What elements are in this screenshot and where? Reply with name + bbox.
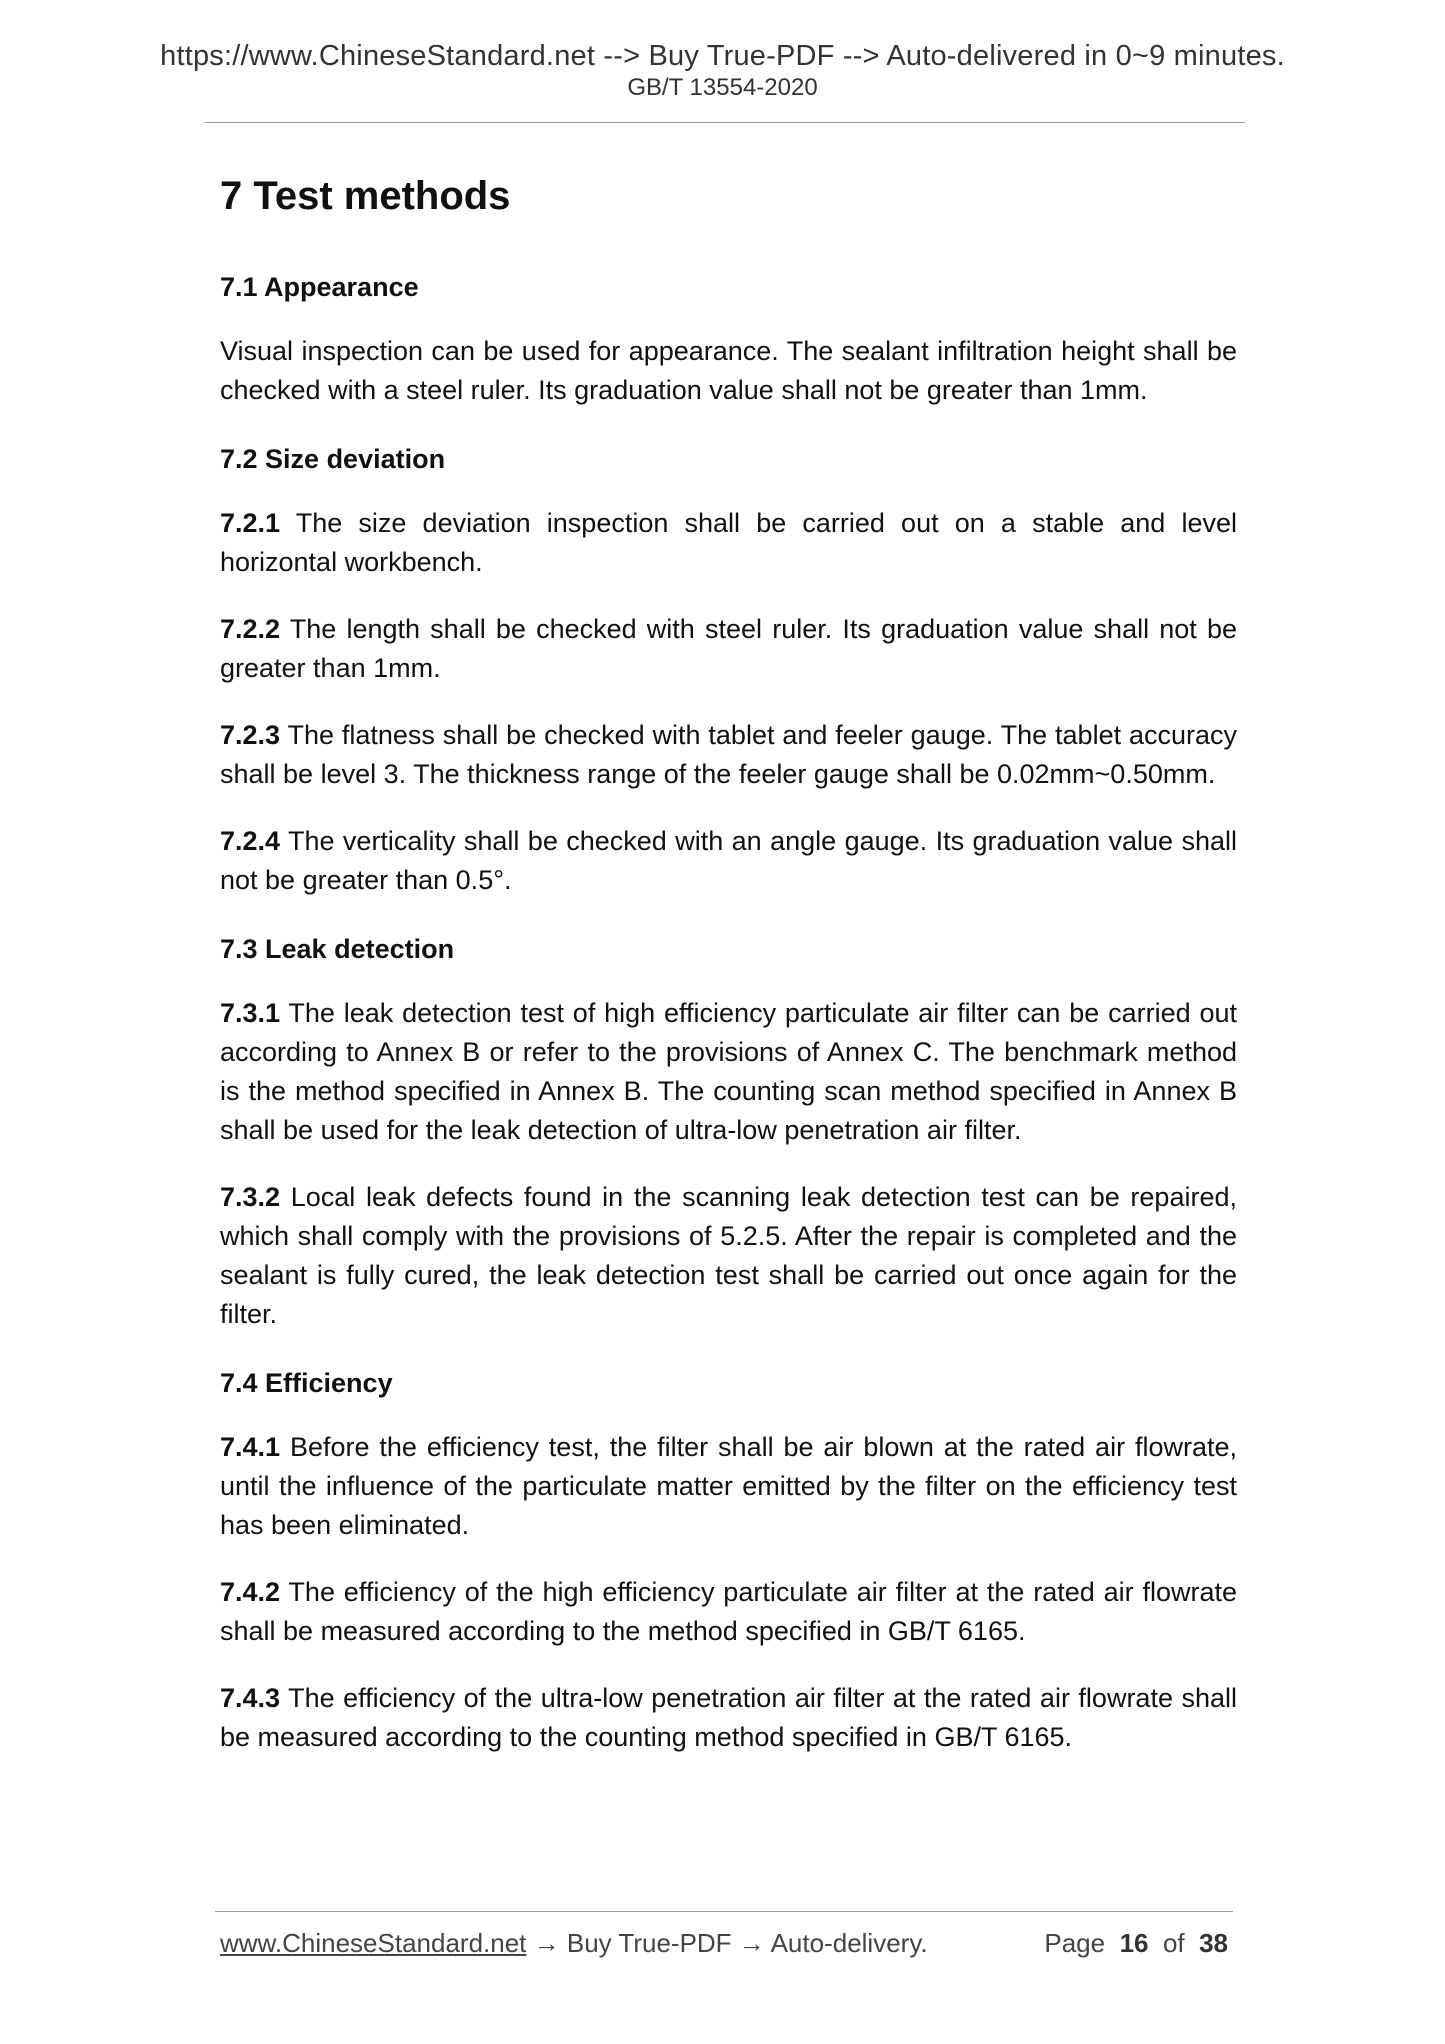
clause-number: 7.2.4 <box>220 826 281 856</box>
clause-number: 7.2.2 <box>220 614 281 644</box>
clause-number: 7.4.2 <box>220 1577 281 1607</box>
clause-7-3-1 <box>220 994 1237 1150</box>
arrow-right-icon: → <box>526 1928 567 1958</box>
clause-text: The size deviation inspection shall be carried out on a stable and level horizontal workbench. <box>220 508 1237 577</box>
footer-buy-text: Buy True-PDF <box>566 1928 732 1958</box>
clause-number: 7.2.3 <box>220 720 281 750</box>
clause-7-2-4 <box>220 822 1237 900</box>
website-link[interactable]: www.ChineseStandard.net <box>220 1928 527 1958</box>
page-total: 38 <box>1199 1928 1228 1958</box>
page-number: 16 <box>1119 1928 1149 1958</box>
heading-7-3: 7.3 Leak detection <box>220 934 455 964</box>
clause-text: The efficiency of the high efficiency particulate air filter at the rated air flowrate shall be measured according to the method specified in GB/T 6165. <box>220 1577 1237 1646</box>
clause-number: 7.3.1 <box>220 998 281 1028</box>
footer-promo <box>220 1928 928 1959</box>
footer-divider <box>215 1911 1233 1912</box>
clause-7-3-2 <box>220 1178 1237 1334</box>
heading-7-4: 7.4 Efficiency <box>220 1368 393 1398</box>
clause-7-4-3 <box>220 1679 1237 1757</box>
clause-7-2-1 <box>220 504 1237 582</box>
clause-text: The length shall be checked with steel ruler. Its graduation value shall not be greater than 1mm. <box>220 614 1237 683</box>
page-label: Page <box>1044 1928 1106 1958</box>
of-label: of <box>1162 1928 1185 1958</box>
clause-7-2-2 <box>220 610 1237 688</box>
clause-text: The flatness shall be checked with tablet and feeler gauge. The tablet accuracy shall be level 3. The thickness range of the feeler gauge shall be 0.02mm~0.50mm. <box>220 720 1237 789</box>
clause-number: 7.2.1 <box>220 508 281 538</box>
page-content <box>220 166 1237 1785</box>
document-code: GB/T 13554-2020 <box>627 74 818 101</box>
header-divider <box>205 122 1245 123</box>
section-title: 7 Test methods <box>220 174 511 218</box>
clause-text: The verticality shall be checked with an angle gauge. Its graduation value shall not be greater than 0.5°. <box>220 826 1237 895</box>
clause-7-4-2 <box>220 1573 1237 1651</box>
paragraph-7-1: Visual inspection can be used for appearance. The sealant infiltration height shall be checked with a steel ruler. Its graduation value shall not be greater than 1mm. <box>220 336 1237 405</box>
top-banner: https://www.ChineseStandard.net --> Buy True-PDF --> Auto-delivered in 0~9 minutes. <box>160 40 1285 72</box>
clause-number: 7.4.1 <box>220 1432 281 1462</box>
clause-7-2-3 <box>220 716 1237 794</box>
clause-7-4-1 <box>220 1428 1237 1545</box>
heading-7-2: 7.2 Size deviation <box>220 444 446 474</box>
footer-delivery-text: Auto-delivery. <box>770 1928 928 1958</box>
clause-number: 7.3.2 <box>220 1182 281 1212</box>
clause-text: Before the efficiency test, the filter shall be air blown at the rated air flowrate, until the influence of the particulate matter emitted by the filter on the efficiency test has been eliminated. <box>220 1432 1237 1540</box>
heading-7-1: 7.1 Appearance <box>220 272 419 302</box>
page-indicator <box>1044 1928 1228 1959</box>
clause-text: The leak detection test of high efficiency particulate air filter can be carried out according to Annex B or refer to the provisions of Annex C. The benchmark method is the method specified in Annex B. The counting scan method specified in Annex B shall be used for the leak detection of ultra-low penetration air filter. <box>220 998 1237 1145</box>
arrow-right-icon: → <box>731 1928 771 1958</box>
clause-text: The efficiency of the ultra-low penetration air filter at the rated air flowrate shall be measured according to the counting method specified in GB/T 6165. <box>220 1683 1237 1752</box>
clause-number: 7.4.3 <box>220 1683 281 1713</box>
clause-text: Local leak defects found in the scanning leak detection test can be repaired, which shall comply with the provisions of 5.2.5. After the repair is completed and the sealant is fully cured, the leak detection test shall be carried out once again for the filter. <box>220 1182 1237 1329</box>
